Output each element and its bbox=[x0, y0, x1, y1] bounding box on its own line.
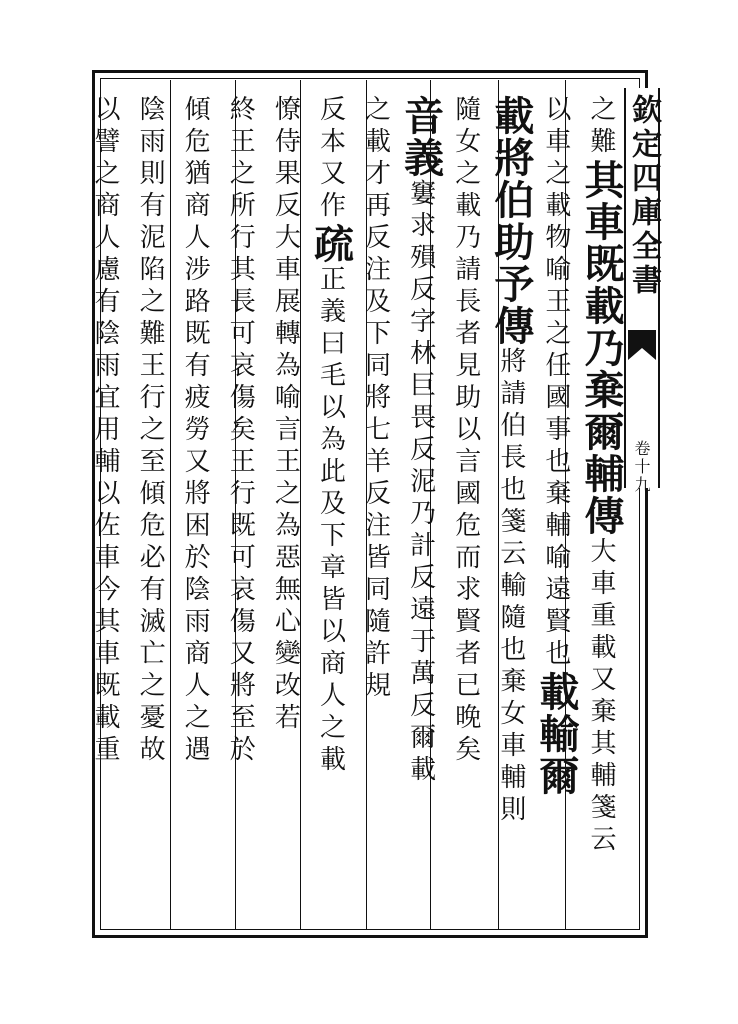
margin-title: 欽定四庫全書 bbox=[626, 94, 661, 298]
column-text: 憭侍果反大車展轉為喻言王之為惡無心變改若 bbox=[270, 95, 301, 735]
text-column bbox=[451, 95, 481, 767]
column-text: 之載才再反注及下同將七羊反注皆同隨許規 bbox=[360, 95, 391, 703]
column-heading: 其車既載乃棄爾輔傳 bbox=[578, 159, 625, 537]
text-column bbox=[532, 95, 580, 797]
text-column bbox=[135, 95, 165, 767]
column-text: 正義曰毛以為此及下章皆以商人之載 bbox=[315, 265, 346, 777]
column-text: 窶求殞反字林巨畏反泥乃計反遠于萬反爾載 bbox=[405, 179, 436, 787]
text-column bbox=[487, 95, 535, 827]
column-text: 以譬之商人慮有陰雨宜用輔以佐車今其車既載重 bbox=[90, 95, 120, 767]
column-text: 將請伯長也箋云輸隨也棄女車輔則 bbox=[495, 347, 526, 827]
column-text: 之難 bbox=[586, 95, 616, 159]
column-text: 大車重載又棄其輔箋云 bbox=[586, 537, 616, 857]
column-text: 隨女之載乃請長者見助以言國危而求賢者已晚矣 bbox=[450, 95, 481, 767]
text-column bbox=[180, 95, 210, 767]
margin-juan: 卷十九 bbox=[632, 440, 651, 494]
text-column bbox=[397, 95, 445, 787]
column-text: 陰雨則有泥陷之難王行之至傾危必有滅亡之憂故 bbox=[135, 95, 166, 767]
text-column bbox=[307, 95, 355, 777]
column-heading: 疏 bbox=[307, 223, 355, 265]
text-column bbox=[578, 95, 625, 857]
column-heading: 音義 bbox=[397, 95, 445, 179]
text-column bbox=[225, 95, 255, 767]
column-text: 以車之載物喻王之任國事也棄輔喻遠賢也 bbox=[540, 95, 571, 671]
text-column bbox=[270, 95, 300, 735]
column-text: 傾危猶商人涉路既有疲勞又將困於陰雨商人之遇 bbox=[180, 95, 211, 767]
text-column bbox=[361, 95, 391, 703]
column-divider bbox=[170, 80, 171, 930]
column-heading: 載將伯助予傳 bbox=[487, 95, 535, 347]
text-column bbox=[90, 95, 120, 767]
column-text: 終王之所行其長可哀傷矣王行既可哀傷又將至於 bbox=[225, 95, 256, 767]
column-text: 反本又作 bbox=[315, 95, 346, 223]
column-heading: 載輸爾 bbox=[532, 671, 580, 797]
